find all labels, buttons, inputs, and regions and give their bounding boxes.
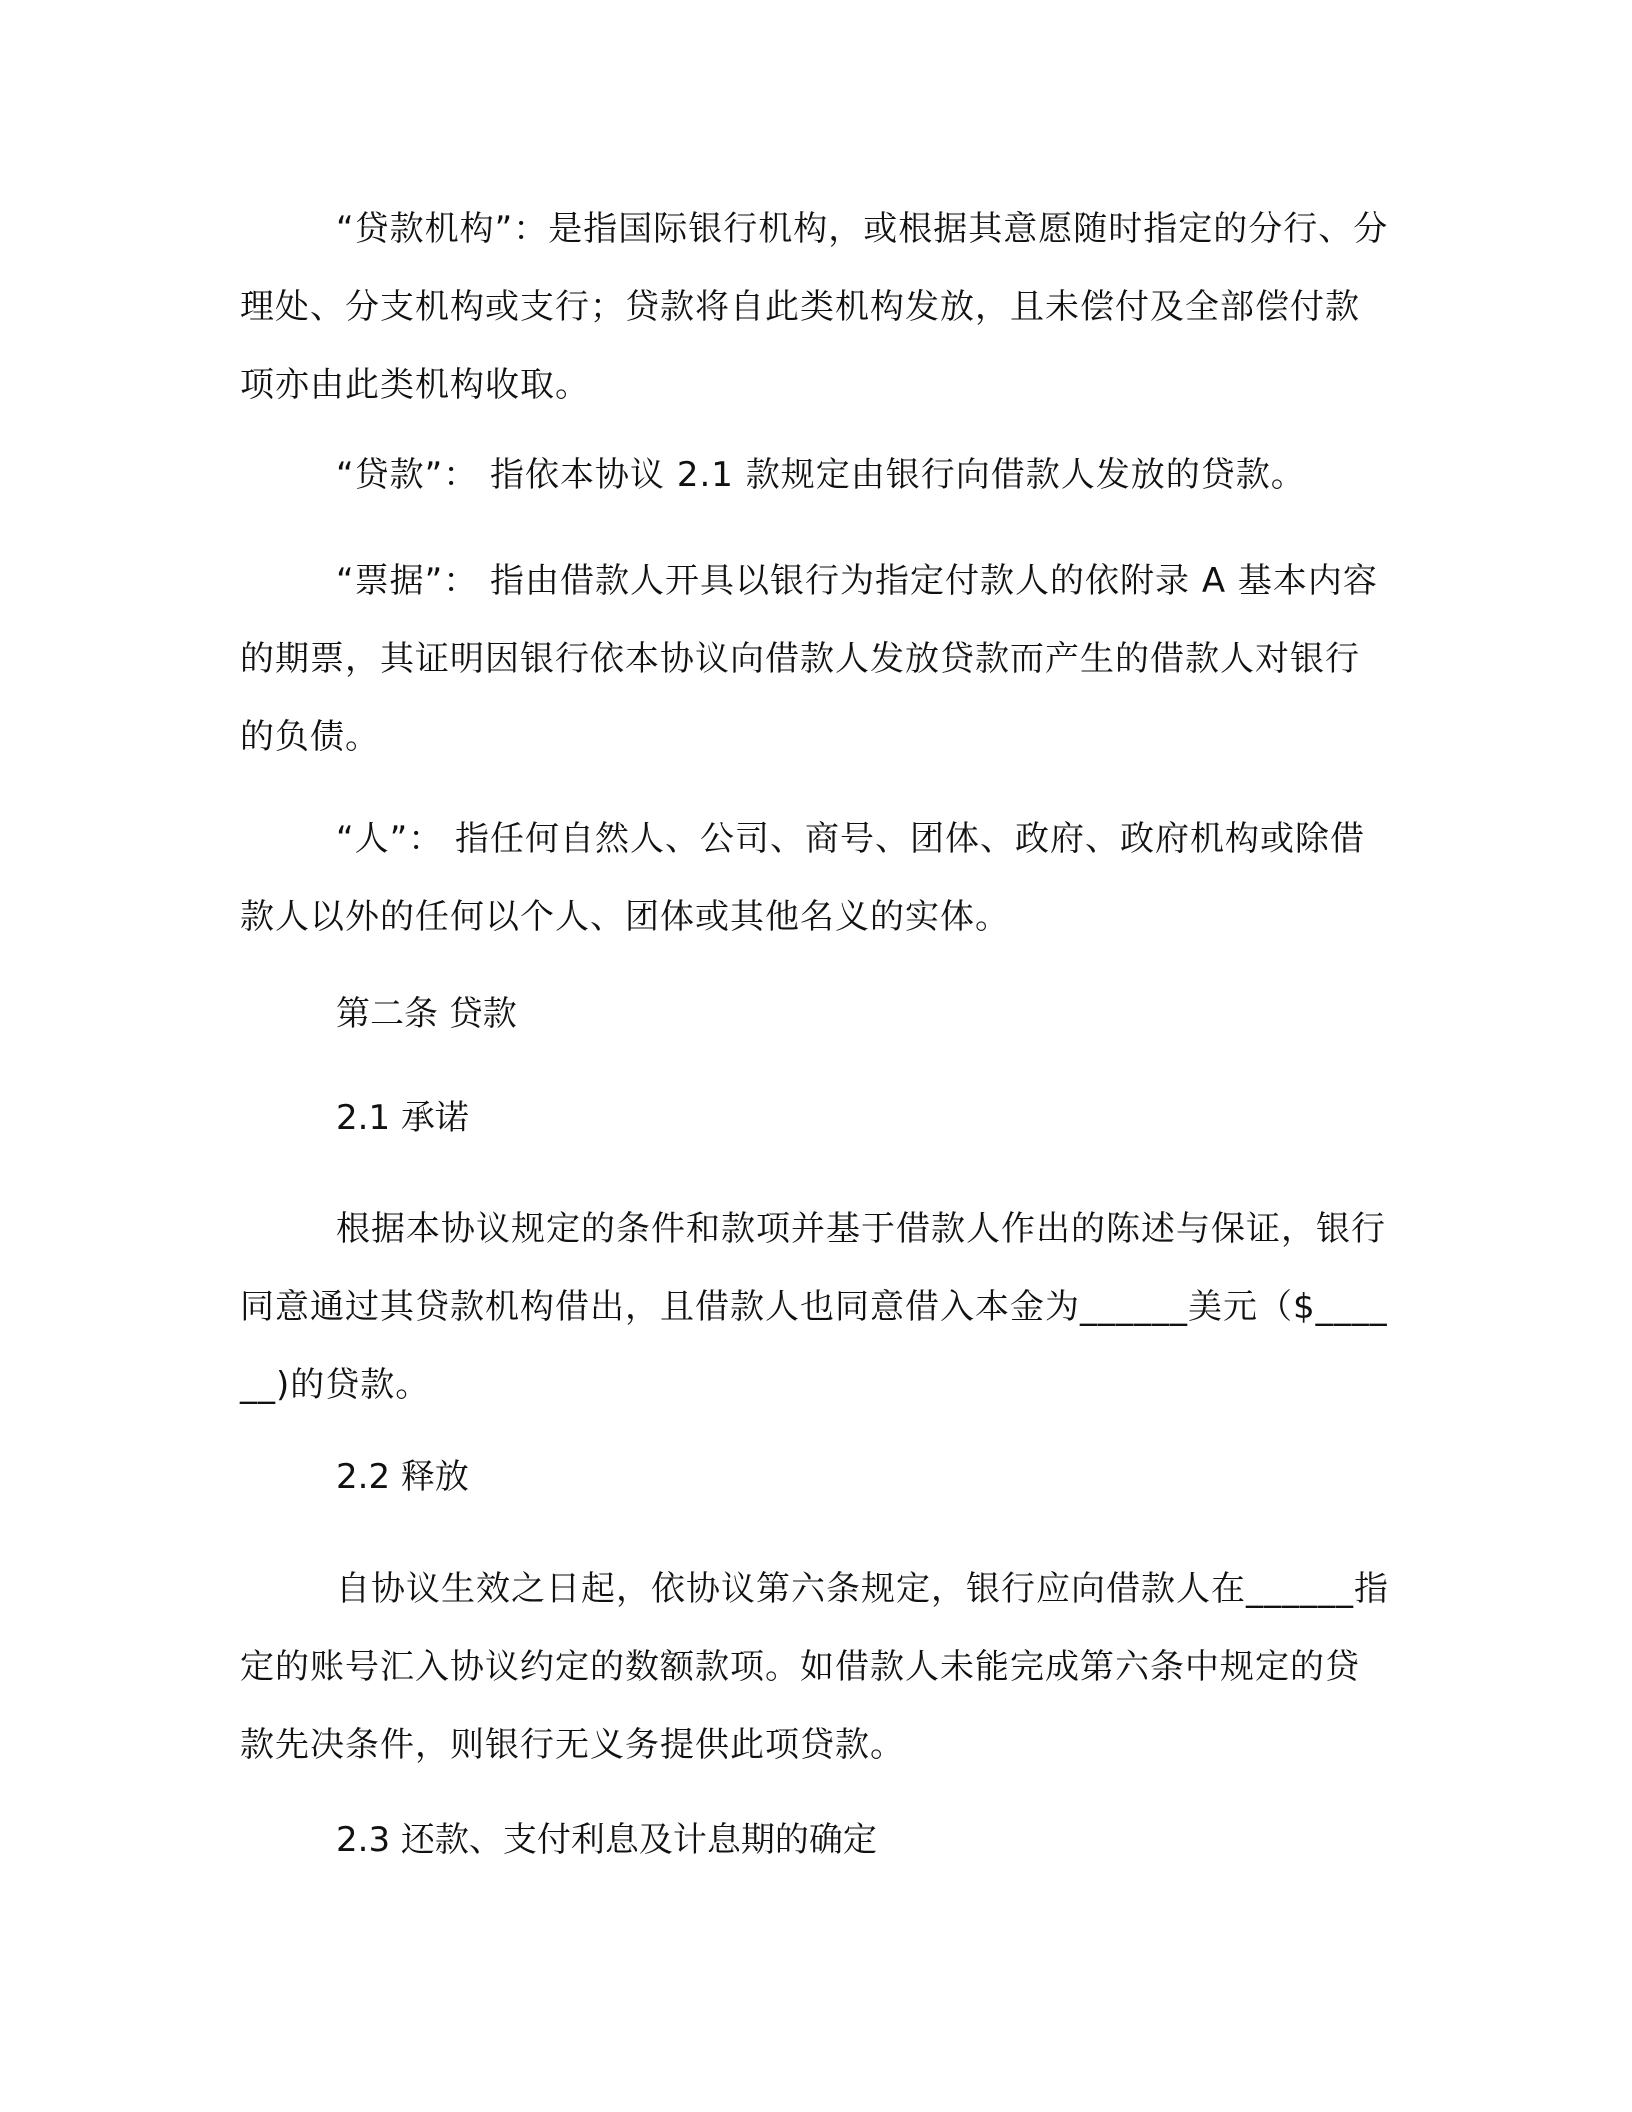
definition-term: “贷款”	[336, 455, 444, 495]
definition-lending-office	[240, 190, 1390, 424]
definition-term: “票据”	[336, 561, 444, 601]
article-title: 第二条 贷款	[336, 994, 517, 1034]
definition-term: “贷款机构”	[336, 209, 514, 249]
section-heading-2-1: 2.1 承诺	[336, 1098, 469, 1138]
definition-text: ：是指国际银行机构，或根据其意愿随时指定的分行、分理处、分支机构或支行；贷款将自此类机构发放，且未偿付及全部偿付款项亦由此类机构收取。	[240, 209, 1389, 405]
section-heading-2-3: 2.3 还款、支付利息及计息期的确定	[336, 1820, 877, 1860]
definition-term: “人”	[336, 819, 409, 859]
definition-text: ： 指任何自然人、公司、商号、团体、政府、政府机构或除借款人以外的任何以个人、团体或其他名义的实体。	[240, 819, 1366, 937]
definition-text: ： 指由借款人开具以银行为指定付款人的依附录 A 基本内容的期票，其证明因银行依本协议向借款人发放贷款而产生的借款人对银行的负债。	[240, 561, 1378, 757]
definition-person	[240, 800, 1390, 956]
definition-note	[240, 542, 1390, 776]
definition-loan	[240, 436, 1390, 514]
section-body-2-1: 根据本协议规定的条件和款项并基于借款人作出的陈述与保证，银行同意通过其贷款机构借出，且借款人也同意借入本金为______美元（$______)的贷款。	[240, 1209, 1388, 1405]
section-body-2-2: 自协议生效之日起，依协议第六条规定，银行应向借款人在______指定的账号汇入协议约定的数额款项。如借款人未能完成第六条中规定的贷款先决条件，则银行无义务提供此项贷款。	[240, 1569, 1389, 1765]
section-heading-2-2: 2.2 释放	[336, 1457, 469, 1497]
definition-text: ： 指依本协议 2.1 款规定由银行向借款人发放的贷款。	[443, 455, 1306, 495]
